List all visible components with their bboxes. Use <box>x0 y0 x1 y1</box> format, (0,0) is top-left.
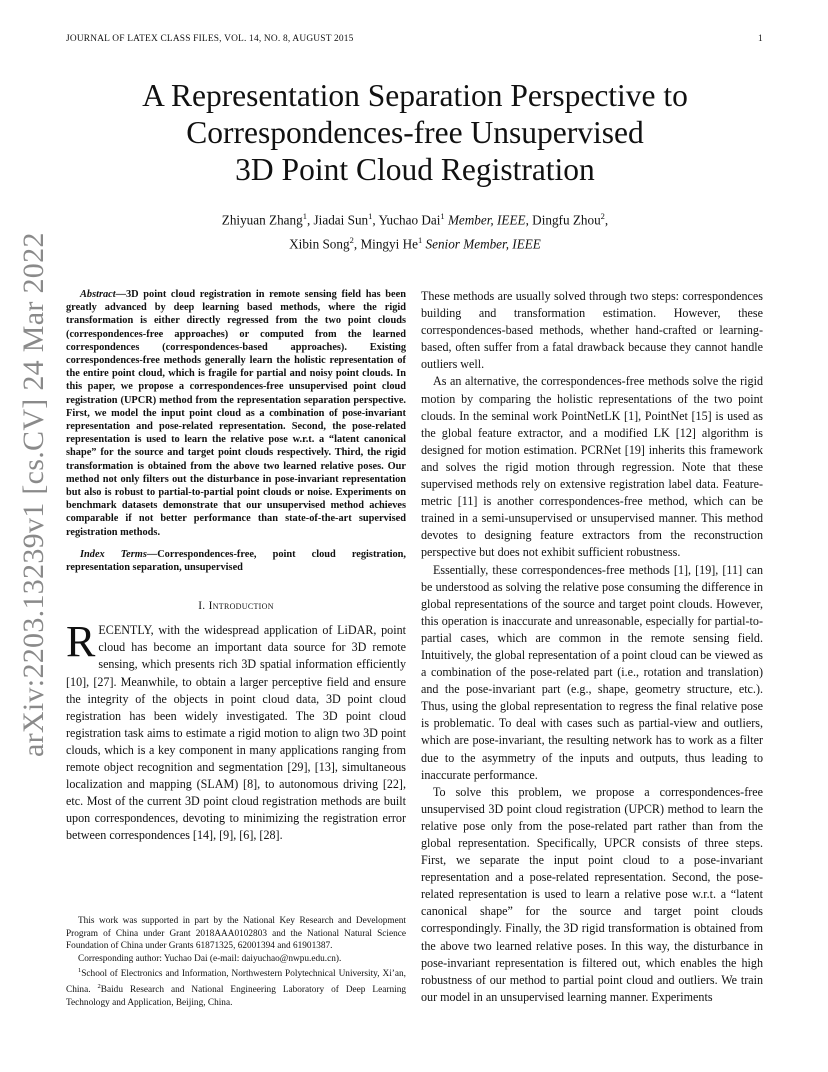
body-paragraph: Essentially, these correspondences-free methods [1], [19], [11] can be understood as solving the relative pose consuming the difference in global representations of the source and target point clouds. However, this operation is inaccurate and unreasonable, especially for partial-to-partial cases, which are common in the remote sensing field. Intuitively, the global representation of a point cloud can be viewed as a combination of the pose-related part (i.e., rotation and translation) and the pose-invariant part (e.g., shape, geometry structure, etc.). Thus, using the global representation to regress the final relative pose is problematic. To deal with cases such as partial-view and outliers, which are pose-invariant, the resulting network has to work as a filter due to the asymmetry of the inputs and outputs, thus leading to inaccurate performance. <box>421 562 763 782</box>
body-paragraph: To solve this problem, we propose a correspondences-free unsupervised 3D point cloud registration (UPCR) method to learn the relative pose only from the pose-related part rather than from the global representation. Specifically, UPCR consists of three steps. First, we separate the input point cloud to a pose-invariant representation and a pose-related representation. Second, the pose-related representation is used to learn a relative pose w.r.t. a “latent canonical shape” for the source and target point clouds correspondingly. Finally, the 3D rigid transformation is obtained from the above two learned relative poses. In this way, the disturbance in pose-invariant representation is filtered out, which enables the high robustness of our method to partial point cloud and outliers. We train our model in an unsupervised learning manner. Experiments <box>421 784 763 1004</box>
body-paragraph: As an alternative, the correspondences-free methods solve the rigid motion by comparing the holistic representations of the two point clouds. In the seminal work PointNetLK [1], PointNet [15] is used as the global feature extractor, and a modified LK [12] algorithm is designed for motion estimation. PCRNet [19] inherits this framework and solves the rigid motion through regression. Note that these supervised methods rely on extensive registration label data. Feature-metric [11] is another correspondences-free method, which can be trained in a semi-unsupervised or unsupervised manner. This method devotes to designing feature extractors from the reconstruction perspective but does not exhibit sufficient robustness. <box>421 374 763 560</box>
intro-paragraph <box>66 617 406 844</box>
title-line-3: 3D Point Cloud Registration <box>235 152 595 187</box>
affiliation-marker: 1 <box>302 211 307 221</box>
author-name: Jiadai Sun <box>313 212 369 228</box>
intro-caps: ECENTLY, <box>98 623 154 638</box>
running-header: JOURNAL OF LATEX CLASS FILES, VOL. 14, NO. 8, AUGUST 2015 <box>66 34 354 44</box>
abstract-lead: Abstract <box>80 289 116 300</box>
affiliation-1: School of Electronics and Information, Northwestern Polytechnical University, Xi’an, China. <box>66 969 406 996</box>
index-terms-text: —Correspondences-free, point cloud registration, representation separation, unsupervised <box>66 548 406 574</box>
abstract-text: —3D point cloud registration in remote sensing field has been greatly advanced by deep learning based methods, where the rigid transformation is either directly regressed from the two point clouds (correspondences-free approaches) or computed from the learned correspondences (correspondences-based approaches). Existing correspondences-free methods generally learn the holistic representation of the entire point cloud, which is fragile for partial and noisy point clouds. In this paper, we propose a correspondences-free unsupervised point cloud registration (UPCR) method from the representation separation perspective. First, we model the input point cloud as a combination of pose-invariant representation and pose-related representation. Second, the pose-related representation is used to learn the relative pose w.r.t. a “latent canonical shape” for the source and target point clouds respectively. Third, the rigid transformation is obtained from the above two learned relative poses. Our method not only filters out the disturbance in pose-invariant representation but also is robust to partial-to-partial point clouds or noise. Experiments on benchmark datasets demonstrate that our unsupervised method achieves comparable if not better performance than state-of-the-art supervised registration methods. <box>66 289 406 538</box>
corresponding-author-footnote: Corresponding author: Yuchao Dai (e-mail: daiyuchao@nwpu.edu.cn). <box>78 953 342 964</box>
section-heading <box>66 600 406 612</box>
author-name: Yuchao Dai <box>378 212 441 228</box>
affiliation-marker: 2 <box>349 235 354 246</box>
abstract <box>66 288 406 539</box>
arxiv-stamp: arXiv:2203.13239v1 [cs.CV] 24 Mar 2022 <box>17 232 50 757</box>
affiliation-marker: 1 <box>440 211 445 221</box>
title-line-2: Correspondences-free Unsupervised <box>186 115 644 150</box>
section-title: Introduction <box>208 600 274 613</box>
right-column <box>421 288 763 1006</box>
title-line-1: A Representation Separation Perspective to <box>142 78 688 113</box>
index-terms <box>66 548 406 574</box>
author-role: Member, IEEE <box>447 212 526 228</box>
affiliation-footnote <box>66 965 406 1009</box>
section-number: I. <box>198 600 206 613</box>
author-name: Xibin Song <box>289 236 350 252</box>
index-terms-lead: Index Terms <box>80 548 147 560</box>
author-name: Zhiyuan Zhang <box>221 212 303 228</box>
affiliation-marker: 1 <box>78 967 82 975</box>
affiliation-2: Baidu Research and National Engineering Laboratory of Deep Learning Technology and Application, Beijing, China. <box>66 985 406 1008</box>
drop-cap: R <box>66 617 96 667</box>
author-name: Mingyi He <box>360 236 418 252</box>
author-name: Dingfu Zhou <box>532 212 601 228</box>
intro-body: with the widespread application of LiDAR, point cloud has become an important data source for 3D remote sensing, which presents rich 3D spatial information efficiently [10], [27]. Meanwhile, to obtain a larger perceptive field and ensure the integrity of the objects in point cloud data, 3D point cloud registration has been widely investigated. The 3D point cloud registration task aims to estimate a rigid motion to align two 3D point clouds, which is a key component in many applications ranging from remote object recognition and segmentation [29], [13], simultaneous localization and mapping (SLAM) [8], to autonomous driving [22], etc. Most of the current 3D point cloud registration methods are built upon correspondences, devoting to minimizing the registration error between correspondences [14], [9], [6], [28]. <box>66 623 406 843</box>
author-role: Senior Member, IEEE <box>425 236 541 252</box>
affiliation-marker: 1 <box>417 235 423 246</box>
affiliation-marker: 1 <box>368 211 373 221</box>
body-paragraph: These methods are usually solved through two steps: correspondences building and transformation estimation. However, these correspondences-based methods, whether hand-crafted or learning-based, often suffer from a fatal drawback because they cannot handle outliers well. <box>421 289 763 372</box>
affiliation-marker: 2 <box>600 211 605 221</box>
footnotes <box>66 915 406 1009</box>
funding-footnote: This work was supported in part by the National Key Research and Development Program of China under Grant 2018AAA0102803 and the National Natural Science Foundation of China under Grants 61871325, 62001394 and 61901387. <box>66 916 406 952</box>
left-column <box>66 288 406 844</box>
affiliation-marker: 2 <box>97 983 101 991</box>
author-list: Zhiyuan Zhang$^1$, Jiadai Sun$^1$, Yuchao Dai$^1$ Member, IEEE, Dingfu Zhou$^2$, Xibin Song$^2$, Mingyi He$^1$ Senior Member, IEEE <box>221 211 609 252</box>
page-number: 1 <box>758 34 763 44</box>
paper-title <box>80 77 750 188</box>
